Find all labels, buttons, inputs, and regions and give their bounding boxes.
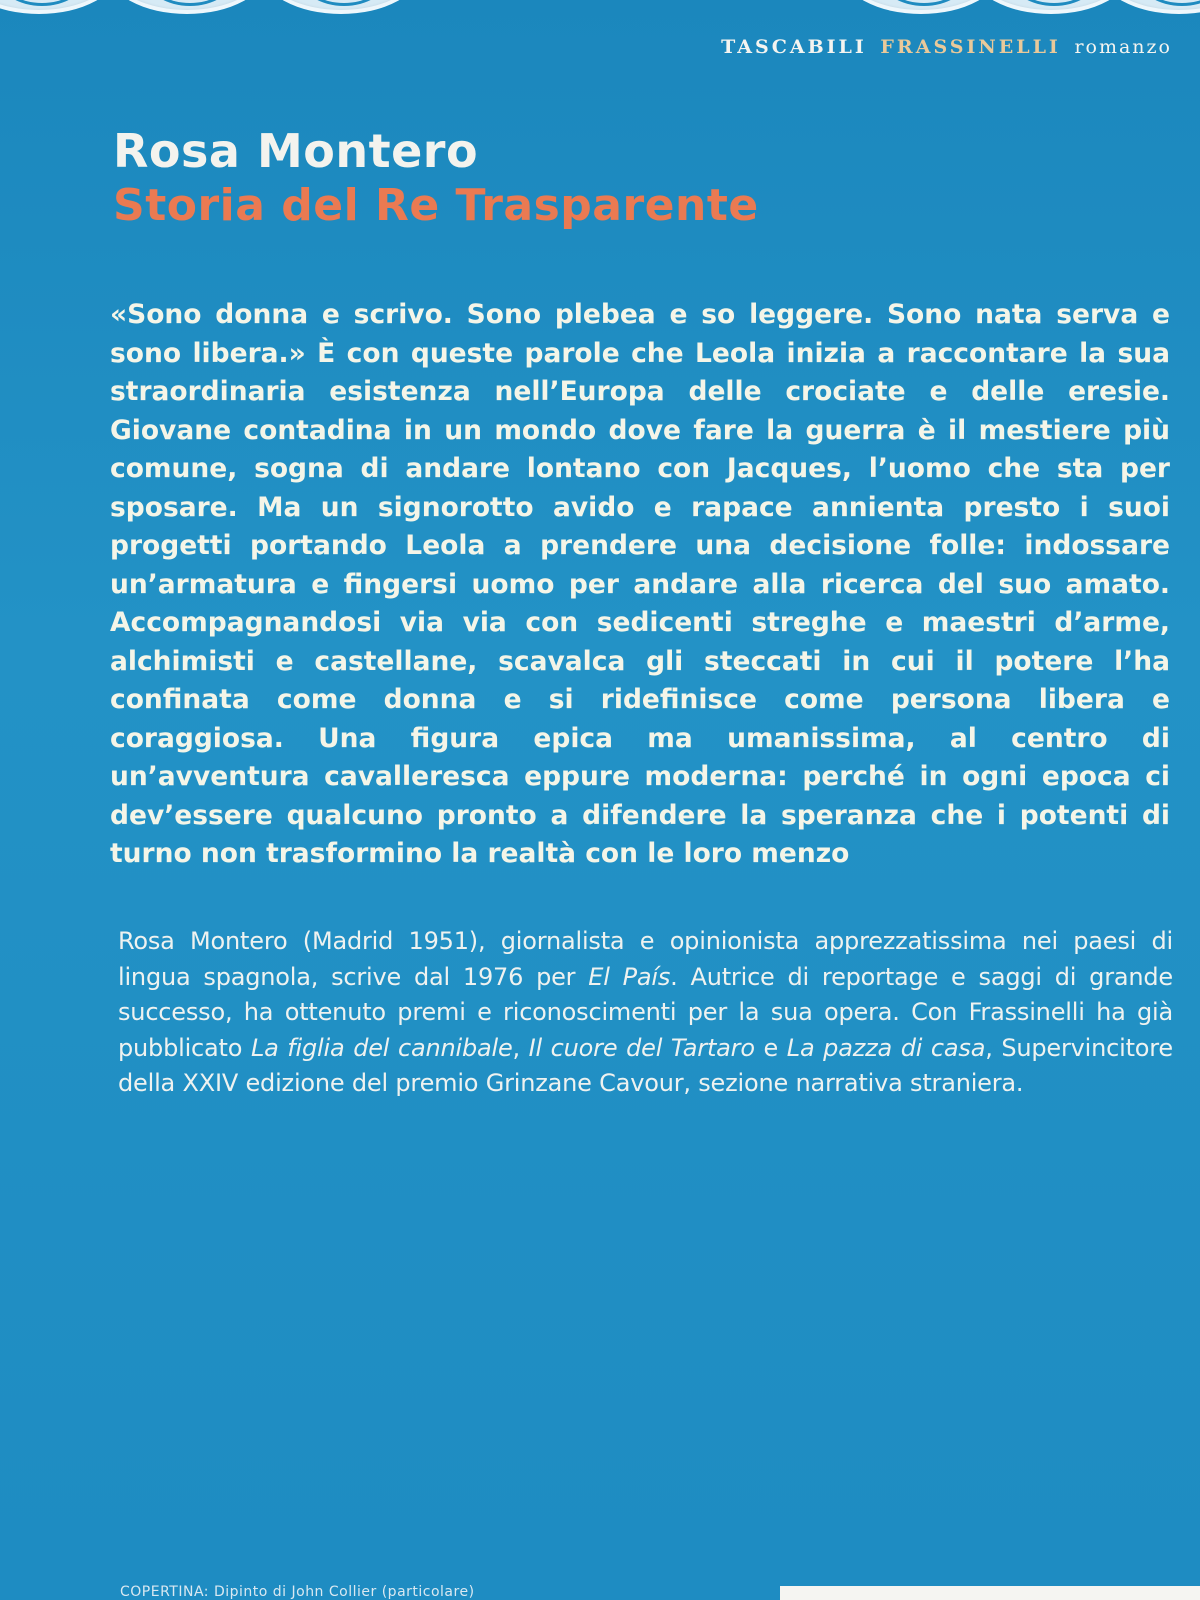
bio-book-title: La figlia del cannibale: [250, 1033, 513, 1062]
bio-text: Rosa Montero (Madrid 1951), giornalista e opinionista apprezzatissima nei paesi di lingua spagnola, scrive dal 1976 per: [118, 927, 1173, 991]
ornament-circle-icon: [1100, 0, 1200, 14]
publisher-name: FRASSINELLI: [880, 36, 1061, 58]
bio-book-title: La pazza di casa: [786, 1033, 986, 1062]
book-title: Storia del Re Trasparente: [113, 180, 759, 231]
decorative-ornaments: [0, 0, 1200, 30]
genre-label: romanzo: [1074, 36, 1172, 58]
author-bio: [118, 924, 1173, 1102]
ornament-circle-icon: [0, 0, 118, 14]
bio-separator: e: [754, 1033, 787, 1062]
blurb-text: «Sono donna e scrivo. Sono plebea e so leggere. Sono nata serva e sono libera.» È con queste parole che Leola inizia a raccontare la sua straordinaria esistenza nell’Europa delle crociate e delle eresie. Giovane contadina in un mondo dove fare la guerra è il mestiere più comune, sogna di andare lontano con Jacques, l’uomo che sta per sposare. Ma un signorotto avido e rapace annienta presto i suoi progetti portando Leola a prendere una decisione folle: indossare un’armatura e fingersi uomo per andare alla ricerca del suo amato. Accompagnandosi via via con sedicenti streghe e maestri d’arme, alchimisti e castellane, scavalca gli steccati in cui il potere l’ha confinata come donna e si ridefinisce come persona libera e coraggiosa. Una figura epica ma umanissima, al centro di un’avventura cavalleresca eppure moderna: perché in ogni epoca ci dev’essere qualcuno pronto a difendere la speranza che i potenti di turno non trasformino la realtà con le loro menzo: [110, 299, 1170, 869]
barcode-sticker: [780, 1586, 1200, 1600]
author-name: Rosa Montero: [113, 124, 479, 178]
cover-credit: COPERTINA: Dipinto di John Collier (particolare): [120, 1584, 475, 1600]
ornament-circle-icon: [262, 0, 420, 14]
bio-text: , Supervincitore della XXIV edizione del premio Grinzane Cavour, sezione narrativa straniera.: [118, 1033, 1173, 1097]
ornament-circle-icon: [972, 0, 1130, 14]
bio-newspaper: El País: [588, 962, 671, 991]
series-line: [721, 36, 1172, 58]
bio-text: . Autrice di reportage e saggi di grande successo, ha ottenuto premi e riconoscimenti per la sua opera. Con Frassinelli ha già pubblicato: [118, 962, 1173, 1062]
bio-book-title: Il cuore del Tartaro: [528, 1033, 755, 1062]
ornament-circle-icon: [842, 0, 1000, 14]
bio-separator: ,: [512, 1033, 529, 1062]
series-prefix: TASCABILI: [721, 36, 867, 58]
ornament-circle-icon: [108, 0, 266, 14]
